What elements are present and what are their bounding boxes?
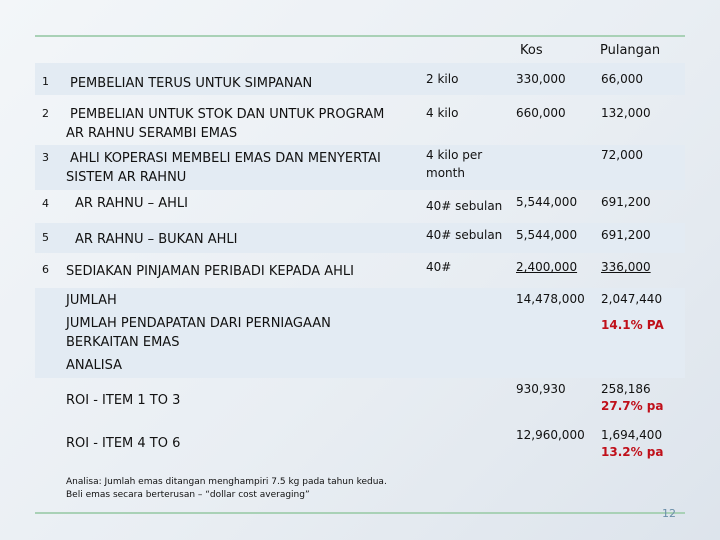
analisa-label: ANALISA: [66, 358, 122, 373]
row-number: 5: [42, 231, 49, 244]
row-kos: 5,544,000: [516, 228, 578, 242]
row-number: 3: [42, 151, 49, 164]
analysis-note-line: Beli emas secara berterusan – “dollar cost averaging”: [66, 490, 310, 500]
row-pulangan: 691,200: [601, 195, 651, 209]
roi-1-kos: 930,930: [516, 382, 566, 396]
roi-2-kos: 12,960,000: [516, 428, 585, 442]
roi-2-percentage: 13.2% pa: [601, 445, 664, 459]
roi-1-percentage: 27.7% pa: [601, 399, 664, 413]
header-kos: Kos: [520, 43, 543, 58]
roi-2-label: ROI - ITEM 4 TO 6: [66, 436, 181, 451]
row-quantity: 40# sebulan: [426, 228, 503, 242]
roi-2-pulangan: 1,694,400: [601, 428, 663, 442]
row-quantity: 2 kilo: [426, 72, 459, 86]
jumlah-pulangan: 2,047,440: [601, 292, 663, 306]
row-kos: 2,400,000: [516, 260, 578, 274]
row-number: 1: [42, 75, 49, 88]
jumlah-label: JUMLAH: [66, 293, 117, 308]
roi-1-pulangan: 258,186: [601, 382, 651, 396]
row-number: 4: [42, 197, 49, 210]
pendapatan-percentage: 14.1% PA: [601, 318, 664, 332]
row-description: AR RAHNU SERAMBI EMAS: [66, 126, 238, 141]
top-rule: [35, 35, 685, 37]
row-number: 6: [42, 263, 49, 276]
row-kos: 660,000: [516, 106, 566, 120]
row-description: AHLI KOPERASI MEMBELI EMAS DAN MENYERTAI: [70, 151, 381, 166]
row-pulangan: 691,200: [601, 228, 651, 242]
page-number: 12: [662, 507, 676, 520]
row-description: AR RAHNU – AHLI: [75, 196, 188, 211]
jumlah-kos: 14,478,000: [516, 292, 585, 306]
row-kos: 5,544,000: [516, 195, 578, 209]
row-pulangan: 336,000: [601, 260, 651, 274]
row-description: AR RAHNU – BUKAN AHLI: [75, 232, 238, 247]
row-kos: 330,000: [516, 72, 566, 86]
row-pulangan: 132,000: [601, 106, 651, 120]
row-pulangan: 72,000: [601, 148, 643, 162]
row-description: PEMBELIAN TERUS UNTUK SIMPANAN: [70, 76, 313, 91]
row-quantity: 40#: [426, 260, 452, 274]
row-number: 2: [42, 107, 49, 120]
row-description: PEMBELIAN UNTUK STOK DAN UNTUK PROGRAM: [70, 107, 385, 122]
row-description: SISTEM AR RAHNU: [66, 170, 187, 185]
row-description: SEDIAKAN PINJAMAN PERIBADI KEPADA AHLI: [66, 264, 355, 279]
row-quantity: 4 kilo per: [426, 148, 483, 162]
pendapatan-label: BERKAITAN EMAS: [66, 335, 180, 350]
row-quantity: 4 kilo: [426, 106, 459, 120]
bottom-rule: [35, 512, 685, 514]
header-pulangan: Pulangan: [600, 43, 661, 58]
analysis-note: [66, 476, 387, 502]
row-quantity: 40# sebulan: [426, 199, 503, 213]
row-pulangan: 66,000: [601, 72, 643, 86]
roi-1-label: ROI - ITEM 1 TO 3: [66, 393, 181, 408]
analysis-note-line: Analisa: Jumlah emas ditangan menghampiri 7.5 kg pada tahun kedua.: [66, 477, 387, 487]
row-quantity: month: [426, 166, 465, 180]
pendapatan-label: JUMLAH PENDAPATAN DARI PERNIAGAAN: [66, 316, 331, 331]
